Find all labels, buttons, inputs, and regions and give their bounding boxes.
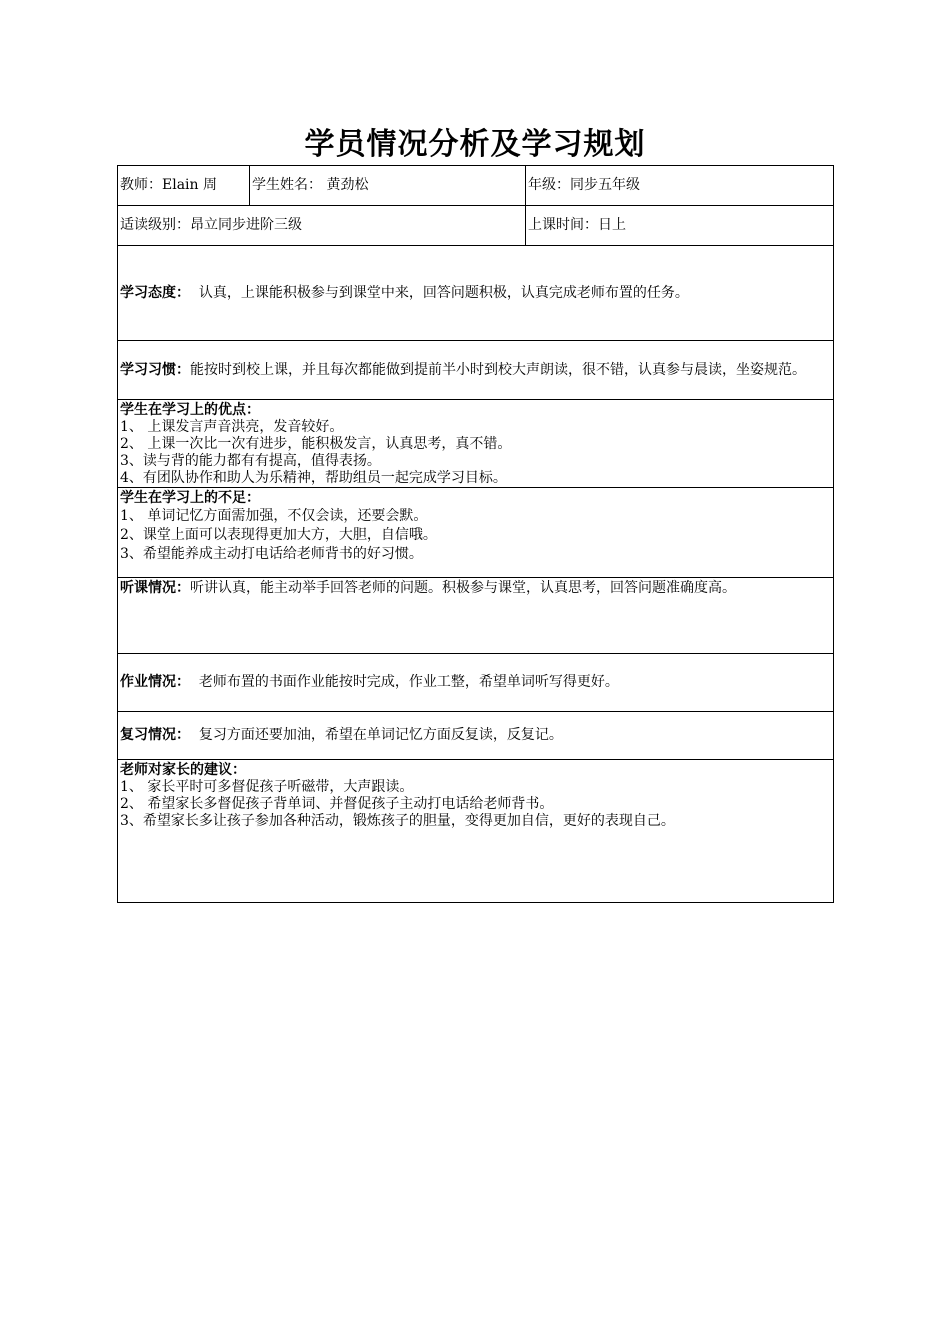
student-name-cell: 学生姓名： 黄劲松 bbox=[250, 166, 526, 206]
strength-item: 3、读与背的能力都有有提高，值得表扬。 bbox=[120, 453, 381, 469]
weaknesses-cell bbox=[118, 488, 834, 578]
homework-label: 作业情况： bbox=[120, 674, 190, 690]
strength-item: 2、 上课一次比一次有进步，能积极发言，认真思考，真不错。 bbox=[120, 436, 512, 452]
listening-cell bbox=[118, 578, 834, 654]
attitude-label: 学习态度： bbox=[120, 284, 190, 301]
weaknesses-row bbox=[118, 488, 834, 578]
advice-row bbox=[118, 760, 834, 903]
attitude-cell bbox=[118, 246, 834, 341]
weakness-item: 2、课堂上面可以表现得更加大方，大胆，自信哦。 bbox=[120, 527, 437, 543]
advice-cell bbox=[118, 760, 834, 903]
header-row-2 bbox=[118, 206, 834, 246]
listening-text: 听讲认真，能主动举手回答老师的问题。积极参与课堂，认真思考，回答问题准确度高。 bbox=[190, 580, 736, 596]
listening-label: 听课情况： bbox=[120, 580, 190, 596]
student-report-table bbox=[117, 165, 834, 903]
advice-item: 2、 希望家长多督促孩子背单词、并督促孩子主动打电话给老师背书。 bbox=[120, 796, 554, 812]
grade-cell: 年级：同步五年级 bbox=[526, 166, 834, 206]
strength-item: 4、有团队协作和助人为乐精神，帮助组员一起完成学习目标。 bbox=[120, 470, 507, 486]
teacher-cell: 教师：Elain 周 bbox=[118, 166, 250, 206]
strengths-label: 学生在学习上的优点： bbox=[120, 402, 260, 418]
reading-level-cell: 适读级别：昂立同步进阶三级 bbox=[118, 206, 526, 246]
habits-cell bbox=[118, 341, 834, 400]
review-label: 复习情况： bbox=[120, 727, 190, 743]
review-text: 复习方面还要加油，希望在单词记忆方面反复读，反复记。 bbox=[190, 727, 563, 743]
listening-row bbox=[118, 578, 834, 654]
advice-label: 老师对家长的建议： bbox=[120, 762, 246, 778]
habits-label: 学习习惯： bbox=[120, 361, 190, 378]
homework-row bbox=[118, 654, 834, 712]
document-title: 学员情况分析及学习规划 bbox=[304, 127, 646, 162]
header-row-1 bbox=[118, 166, 834, 206]
strengths-cell bbox=[118, 400, 834, 488]
strength-item: 1、 上课发言声音洪亮，发音较好。 bbox=[120, 419, 344, 435]
weaknesses-label: 学生在学习上的不足： bbox=[120, 490, 260, 506]
advice-item: 1、 家长平时可多督促孩子听磁带，大声跟读。 bbox=[120, 779, 414, 795]
habits-row bbox=[118, 341, 834, 400]
attitude-text: 认真，上课能积极参与到课堂中来，回答问题积极，认真完成老师布置的任务。 bbox=[190, 284, 689, 301]
review-cell bbox=[118, 712, 834, 760]
habits-text: 能按时到校上课，并且每次都能做到提前半小时到校大声朗读，很不错，认真参与晨读，坐姿规范。 bbox=[190, 361, 806, 378]
weakness-item: 3、希望能养成主动打电话给老师背书的好习惯。 bbox=[120, 546, 423, 562]
class-time-cell: 上课时间：日上 bbox=[526, 206, 834, 246]
homework-cell bbox=[118, 654, 834, 712]
homework-text: 老师布置的书面作业能按时完成，作业工整，希望单词听写得更好。 bbox=[190, 674, 619, 690]
strengths-row bbox=[118, 400, 834, 488]
review-row bbox=[118, 712, 834, 760]
advice-item: 3、希望家长多让孩子参加各种活动，锻炼孩子的胆量，变得更加自信，更好的表现自己。 bbox=[120, 813, 675, 829]
weakness-item: 1、 单词记忆方面需加强，不仅会读，还要会默。 bbox=[120, 508, 428, 524]
attitude-row bbox=[118, 246, 834, 341]
